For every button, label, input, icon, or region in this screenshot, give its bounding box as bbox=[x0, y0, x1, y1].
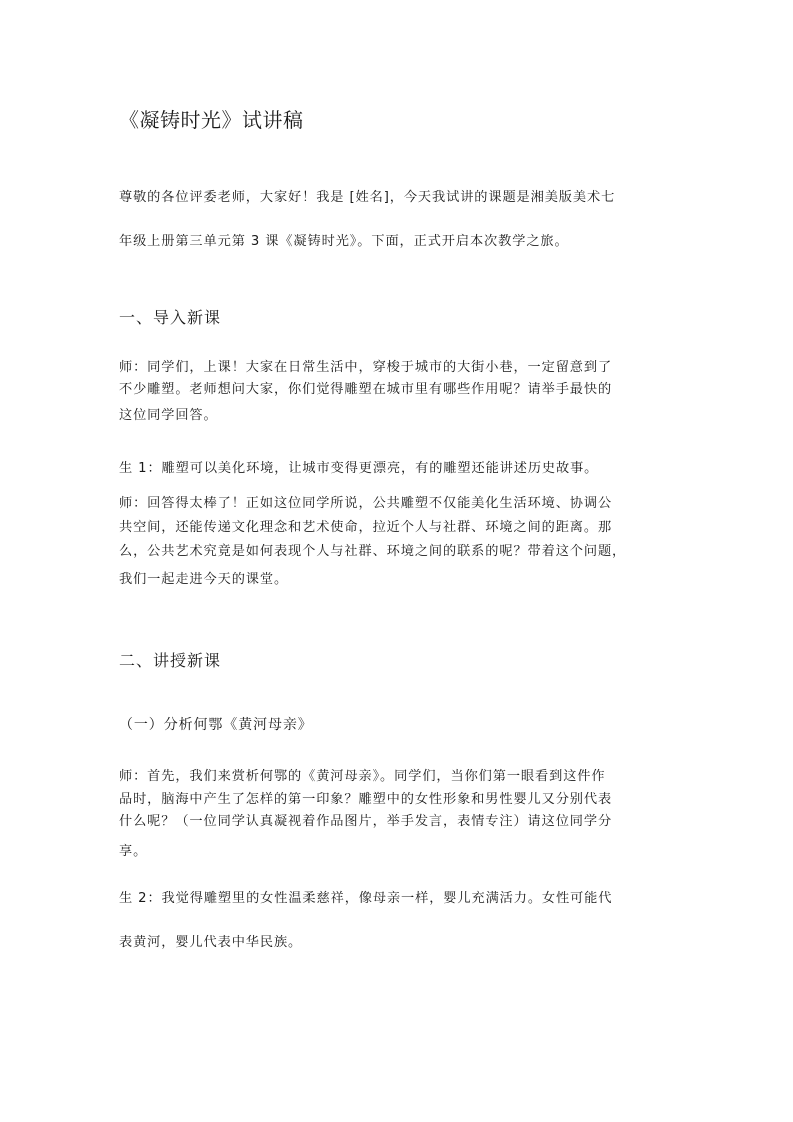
intro-line-1: 尊敬的各位评委老师，大家好！我是 [姓名]，今天我试讲的课题是湘美版美术七 bbox=[119, 190, 616, 205]
teacher3-line-1: 师：首先，我们来赏析何鄂的《黄河母亲》。同学们，当你们第一眼看到这件作 bbox=[119, 769, 606, 784]
student1-line-1: 生 1：雕塑可以美化环境，让城市变得更漂亮，有的雕塑还能讲述历史故事。 bbox=[119, 461, 599, 476]
teacher2-line-4: 我们一起走进今天的课堂。 bbox=[119, 572, 289, 587]
teacher1-line-3: 这位同学回答。 bbox=[119, 408, 218, 423]
document-title: 《凝铸时光》试讲稿 bbox=[119, 108, 304, 132]
section-heading-2: 二、讲授新课 bbox=[119, 651, 222, 670]
teacher2-line-3: 么，公共艺术究竟是如何表现个人与社群、环境之间的联系的呢？带着这个问题， bbox=[119, 544, 627, 559]
teacher3-line-3: 什么呢？（一位同学认真凝视着作品图片，举手发言，表情专注）请这位同学分 bbox=[119, 814, 613, 829]
teacher3-line-2: 品时，脑海中产生了怎样的第一印象？雕塑中的女性形象和男性婴儿又分别代表 bbox=[119, 792, 613, 807]
student2-line-1: 生 2：我觉得雕塑里的女性温柔慈祥，像母亲一样，婴儿充满活力。女性可能代 bbox=[119, 891, 613, 906]
teacher2-line-2: 共空间，还能传递文化理念和艺术使命，拉近个人与社群、环境之间的距离。那 bbox=[119, 520, 613, 535]
subheading-line: （一）分析何鄂《黄河母亲》 bbox=[119, 717, 313, 733]
section-heading-1: 一、导入新课 bbox=[119, 308, 222, 327]
teacher3-line-4: 享。 bbox=[119, 844, 148, 859]
teacher1-line-2: 不少雕塑。老师想问大家，你们觉得雕塑在城市里有哪些作用呢？请举手最快的 bbox=[119, 382, 613, 397]
teacher2-line-1: 师：回答得太棒了！正如这位同学所说，公共雕塑不仅能美化生活环境、协调公 bbox=[119, 496, 613, 511]
intro-line-2: 年级上册第三单元第 3 课《凝铸时光》。下面，正式开启本次教学之旅。 bbox=[119, 234, 569, 249]
student2-line-2: 表黄河，婴儿代表中华民族。 bbox=[119, 935, 303, 950]
teacher1-line-1: 师：同学们，上课！大家在日常生活中，穿梭于城市的大街小巷，一定留意到了 bbox=[119, 360, 613, 375]
